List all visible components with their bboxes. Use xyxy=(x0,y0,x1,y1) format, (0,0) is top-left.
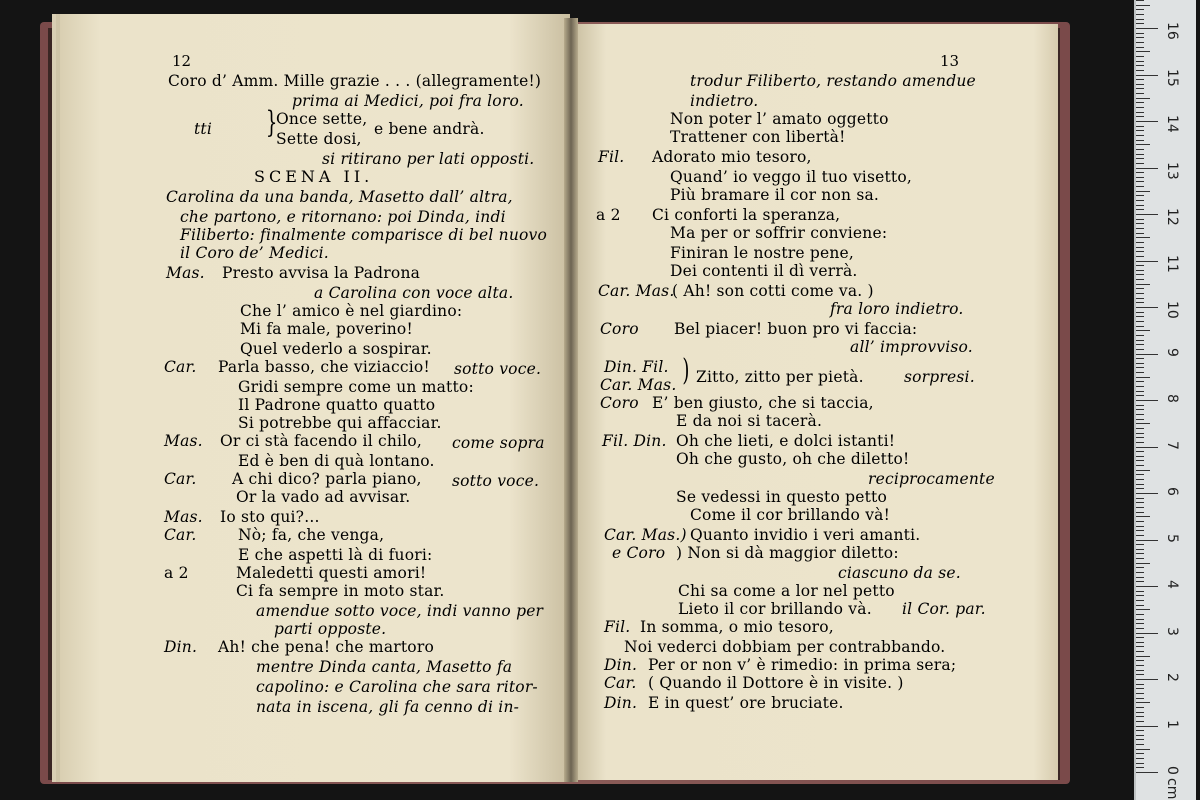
ruler-tick xyxy=(1136,0,1144,1)
ruler-tick xyxy=(1136,377,1150,378)
left-page-line: Din. xyxy=(164,638,198,656)
right-page-line: Lieto il cor brillando và. xyxy=(678,600,872,618)
left-page-line: Si potrebbe qui affacciar. xyxy=(238,414,442,432)
ruler-tick xyxy=(1136,488,1144,489)
ruler-number: 1 xyxy=(1164,719,1180,729)
ruler-tick xyxy=(1136,195,1144,196)
ruler-number: 5 xyxy=(1164,533,1180,543)
ruler-tick xyxy=(1136,293,1144,294)
ruler-tick xyxy=(1136,646,1144,647)
left-page-line: Or ci stà facendo il chilo, xyxy=(220,432,423,450)
ruler-number: 15 xyxy=(1164,68,1180,87)
ruler-number: 4 xyxy=(1164,580,1180,589)
ruler-tick xyxy=(1136,707,1144,708)
ruler-tick xyxy=(1136,465,1144,466)
ruler-tick xyxy=(1136,112,1144,113)
ruler-tick xyxy=(1136,744,1144,745)
ruler-tick xyxy=(1136,274,1144,275)
ruler-tick xyxy=(1136,549,1144,550)
ruler-tick xyxy=(1136,256,1144,257)
ruler-tick xyxy=(1136,200,1144,201)
ruler-tick xyxy=(1136,163,1144,164)
left-page-line: Once sette, xyxy=(276,110,368,128)
ruler-tick xyxy=(1136,498,1144,499)
ruler-tick xyxy=(1136,316,1144,317)
ruler-tick xyxy=(1136,767,1144,768)
right-page-line: Fil. Din. xyxy=(602,432,667,450)
right-page-line: reciprocamente xyxy=(868,470,995,488)
right-page-line: Bel piacer! buon pro vi faccia: xyxy=(674,320,918,338)
ruler-tick xyxy=(1136,251,1144,252)
left-page-line: Mas. xyxy=(164,508,203,526)
ruler-tick xyxy=(1136,619,1144,620)
ruler-tick xyxy=(1136,693,1144,694)
ruler-tick xyxy=(1136,493,1158,494)
ruler-tick xyxy=(1136,563,1150,564)
ruler-tick xyxy=(1136,247,1144,248)
ruler-tick xyxy=(1136,526,1144,527)
ruler-tick xyxy=(1136,595,1144,596)
left-page-line: Presto avvisa la Padrona xyxy=(222,264,421,282)
ruler-tick xyxy=(1136,753,1144,754)
right-page-line: Car. Mas. xyxy=(598,282,675,300)
ruler-number: 8 xyxy=(1164,394,1180,403)
ruler-tick xyxy=(1136,126,1144,127)
ruler-number: 9 xyxy=(1164,347,1180,357)
left-page-line: Carolina da una banda, Masetto dall’ altra, xyxy=(166,188,513,206)
left-page-line: Mas. xyxy=(164,432,203,450)
ruler-tick xyxy=(1136,460,1144,461)
ruler-tick xyxy=(1136,447,1158,448)
ruler-tick xyxy=(1136,61,1144,62)
ruler-tick xyxy=(1136,633,1158,634)
ruler-tick xyxy=(1136,381,1144,382)
right-page-line: Finiran le nostre pene, xyxy=(670,244,855,262)
right-page-line: Fil. xyxy=(598,148,625,166)
ruler-tick xyxy=(1136,470,1150,471)
right-page-line: Coro xyxy=(600,320,639,338)
left-page-line: Maledetti questi amori! xyxy=(236,564,427,582)
ruler-tick xyxy=(1136,763,1144,764)
right-page-line: Adorato mio tesoro, xyxy=(652,148,812,166)
right-page-line: Quand’ io veggo il tuo visetto, xyxy=(670,168,913,186)
ruler-tick xyxy=(1136,702,1150,703)
ruler-tick xyxy=(1136,530,1144,531)
ruler-tick xyxy=(1136,405,1144,406)
ruler-tick xyxy=(1136,330,1150,331)
ruler-tick xyxy=(1136,42,1144,43)
ruler-tick xyxy=(1136,758,1144,759)
right-page-line: fra loro indietro. xyxy=(830,300,964,318)
ruler-tick xyxy=(1136,642,1144,643)
ruler-tick xyxy=(1136,326,1144,327)
ruler-tick xyxy=(1136,140,1144,141)
ruler-tick xyxy=(1136,367,1144,368)
ruler-tick xyxy=(1136,609,1150,610)
left-page-line: sotto voce. xyxy=(452,472,540,490)
ruler-tick xyxy=(1136,437,1144,438)
ruler-tick xyxy=(1136,363,1144,364)
ruler-tick xyxy=(1136,107,1144,108)
ruler-tick xyxy=(1136,302,1144,303)
left-page-line: Sette dosi, xyxy=(276,130,362,148)
ruler-tick xyxy=(1136,730,1144,731)
ruler-tick xyxy=(1136,191,1150,192)
ruler-tick xyxy=(1136,637,1144,638)
ruler-tick xyxy=(1136,739,1144,740)
left-page-line: SCENA II. xyxy=(254,167,374,186)
ruler-tick xyxy=(1136,9,1144,10)
right-page-number: 13 xyxy=(940,52,960,70)
left-page-line: mentre Dinda canta, Masetto fa xyxy=(256,658,513,676)
ruler-tick xyxy=(1136,507,1144,508)
ruler-tick xyxy=(1136,214,1158,215)
right-page-line: trodur Filiberto, restando amendue xyxy=(690,72,976,90)
right-page-line: Coro xyxy=(600,394,639,412)
right-page-line: ( Ah! son cotti come va. ) xyxy=(672,282,874,300)
right-page-line: Fil. xyxy=(604,618,631,636)
ruler-tick xyxy=(1136,102,1144,103)
right-page-line: ) Non si dà maggior diletto: xyxy=(676,544,899,562)
left-page-line: amendue sotto voce, indi vanno per xyxy=(256,602,544,620)
ruler-tick xyxy=(1136,502,1144,503)
ruler-tick xyxy=(1136,521,1144,522)
ruler-tick xyxy=(1136,265,1144,266)
ruler-tick xyxy=(1136,614,1144,615)
right-page-line: Noi vederci dobbiam per contrabbando. xyxy=(624,638,946,656)
left-page-line: Io sto qui?... xyxy=(220,508,320,526)
ruler-tick xyxy=(1136,712,1144,713)
ruler-tick xyxy=(1136,84,1144,85)
left-page-line: capolino: e Carolina che sara ritor- xyxy=(256,678,538,696)
ruler-tick xyxy=(1136,5,1150,6)
left-page-line: Filiberto: finalmente comparisce di bel nuovo xyxy=(180,226,548,244)
left-page-line: Mi fa male, poverino! xyxy=(240,320,413,338)
ruler-tick xyxy=(1136,65,1144,66)
ruler-tick xyxy=(1136,23,1144,24)
left-page-line: Car. xyxy=(164,358,197,376)
right-page-line: Din. xyxy=(604,694,638,712)
right-page-line: e Coro xyxy=(612,544,666,562)
right-page-line: Din. xyxy=(604,656,638,674)
ruler-tick xyxy=(1136,354,1158,355)
ruler-tick xyxy=(1136,135,1144,136)
ruler-tick xyxy=(1136,442,1144,443)
ruler-tick xyxy=(1136,144,1150,145)
left-page-line: Nò; fa, che venga, xyxy=(238,526,385,544)
ruler-tick xyxy=(1136,219,1144,220)
ruler-tick xyxy=(1136,205,1144,206)
left-page-line: il Coro de’ Medici. xyxy=(180,244,329,262)
right-page-line: ciascuno da se. xyxy=(838,564,961,582)
ruler-tick xyxy=(1136,288,1144,289)
ruler-tick xyxy=(1136,516,1150,517)
right-page-line: Come il cor brillando và! xyxy=(690,506,891,524)
ruler-tick xyxy=(1136,400,1158,401)
ruler-tick xyxy=(1136,670,1144,671)
ruler-tick xyxy=(1136,535,1144,536)
left-page-line: a Carolina con voce alta. xyxy=(314,284,514,302)
ruler-tick xyxy=(1136,586,1158,587)
ruler-tick xyxy=(1136,698,1144,699)
ruler-tick xyxy=(1136,623,1144,624)
ruler-tick xyxy=(1136,716,1144,717)
ruler-tick xyxy=(1136,656,1150,657)
right-page-line: Quanto invidio i veri amanti. xyxy=(690,526,921,544)
ruler-tick xyxy=(1136,28,1158,29)
right-page-line: Per or non v’ è rimedio: in prima sera; xyxy=(648,656,957,674)
right-page-line: Non poter l’ amato oggetto xyxy=(670,110,889,128)
ruler-tick xyxy=(1136,628,1144,629)
right-page-line: ( Quando il Dottore è in visite. ) xyxy=(648,674,904,692)
right-page-line: Oh che gusto, oh che diletto! xyxy=(676,450,910,468)
ruler-tick xyxy=(1136,688,1144,689)
ruler-number: 2 xyxy=(1164,673,1180,682)
ruler-tick xyxy=(1136,735,1144,736)
ruler-tick xyxy=(1136,540,1158,541)
ruler-tick xyxy=(1136,577,1144,578)
ruler-tick xyxy=(1136,591,1144,592)
ruler-tick xyxy=(1136,56,1144,57)
ruler-tick xyxy=(1136,33,1144,34)
ruler-tick xyxy=(1136,456,1144,457)
ruler-tick xyxy=(1136,605,1144,606)
ruler-number: 10 xyxy=(1164,301,1180,319)
ruler-tick xyxy=(1136,298,1144,299)
left-page-line: prima ai Medici, poi fra loro. xyxy=(292,92,524,110)
ruler-unit-label: cm xyxy=(1164,778,1180,800)
left-page-line: si ritirano per lati opposti. xyxy=(322,150,535,168)
ruler-tick xyxy=(1136,772,1158,773)
ruler-tick xyxy=(1136,19,1144,20)
ruler-tick xyxy=(1136,335,1144,336)
ruler-tick xyxy=(1136,154,1144,155)
left-page-line: Coro d’ Amm. Mille grazie . . . (allegramente!) xyxy=(168,72,542,90)
ruler-tick xyxy=(1136,209,1144,210)
ruler-tick xyxy=(1136,279,1144,280)
right-page-line: Chi sa come a lor nel petto xyxy=(678,582,895,600)
right-page-line: Car. xyxy=(604,674,637,692)
left-page-line: Ah! che pena! che martoro xyxy=(218,638,434,656)
ruler-number: 3 xyxy=(1164,626,1180,636)
ruler-tick xyxy=(1136,484,1144,485)
left-page-line: Quel vederlo a sospirar. xyxy=(240,340,432,358)
right-page-line: E da noi si tacerà. xyxy=(676,412,823,430)
right-page-line: sorpresi. xyxy=(904,368,975,386)
ruler-tick xyxy=(1136,572,1144,573)
ruler-tick xyxy=(1136,512,1144,513)
ruler-tick xyxy=(1136,47,1144,48)
ruler-tick xyxy=(1136,70,1144,71)
ruler-tick xyxy=(1136,349,1144,350)
right-page-line: Ci conforti la speranza, xyxy=(652,206,841,224)
ruler-tick xyxy=(1136,237,1150,238)
ruler-tick xyxy=(1136,307,1158,308)
right-page-line: E’ ben giusto, che si taccia, xyxy=(652,394,874,412)
ruler-number: 0 xyxy=(1164,766,1180,775)
left-page-line: Car. xyxy=(164,470,197,488)
left-page-line: Car. xyxy=(164,526,197,544)
left-page-line: A chi dico? parla piano, xyxy=(232,470,422,488)
ruler-tick xyxy=(1136,130,1144,131)
ruler-tick xyxy=(1136,340,1144,341)
ruler-tick xyxy=(1136,186,1144,187)
right-page-line: Se vedessi in questo petto xyxy=(676,488,888,506)
ruler-tick xyxy=(1136,474,1144,475)
ruler-tick xyxy=(1136,567,1144,568)
ruler-tick xyxy=(1136,749,1150,750)
left-page-line: E che aspetti là di fuori: xyxy=(238,546,433,564)
ruler-tick xyxy=(1136,660,1144,661)
ruler-number: 13 xyxy=(1164,161,1180,180)
right-page-line: Oh che lieti, e dolci istanti! xyxy=(676,432,896,450)
right-page-line: Trattener con libertà! xyxy=(670,128,846,146)
ruler-tick xyxy=(1136,121,1158,122)
ruler-tick xyxy=(1136,14,1144,15)
ruler-tick xyxy=(1136,479,1144,480)
ruler-tick xyxy=(1136,428,1144,429)
ruler-tick xyxy=(1136,79,1144,80)
ruler-tick xyxy=(1136,181,1144,182)
right-page-line: Zitto, zitto per pietà. xyxy=(696,368,864,386)
ruler-tick xyxy=(1136,395,1144,396)
ruler-tick xyxy=(1136,553,1144,554)
ruler-tick xyxy=(1136,75,1158,76)
ruler-tick xyxy=(1136,358,1144,359)
ruler-tick xyxy=(1136,386,1144,387)
left-page-line: nata in iscena, gli fa cenno di in- xyxy=(256,698,520,716)
ruler-tick xyxy=(1136,679,1158,680)
ruler-number: 6 xyxy=(1164,487,1180,496)
left-page-line: Ed è ben di quà lontano. xyxy=(238,452,435,470)
ruler-tick xyxy=(1136,600,1144,601)
brace-symbol: } xyxy=(265,105,278,140)
right-page-line: Più bramare il cor non sa. xyxy=(670,186,880,204)
right-page-line: Din. Fil. xyxy=(604,358,669,376)
left-page-line: sotto voce. xyxy=(454,360,542,378)
brace-symbol: ) xyxy=(682,353,690,388)
ruler-tick xyxy=(1136,419,1144,420)
ruler-tick xyxy=(1136,451,1144,452)
left-page-line: Mas. xyxy=(166,264,205,282)
ruler-tick xyxy=(1136,223,1144,224)
ruler-number: 16 xyxy=(1164,22,1180,40)
right-page-line: Dei contenti il dì verrà. xyxy=(670,262,858,280)
ruler-tick xyxy=(1136,284,1150,285)
right-page-line: Ma per or soffrir conviene: xyxy=(670,224,888,242)
right-page-line: Car. Mas.) xyxy=(604,526,687,544)
left-page-line: e bene andrà. xyxy=(374,120,485,138)
ruler-tick xyxy=(1136,544,1144,545)
ruler-number: 11 xyxy=(1164,254,1180,273)
ruler-tick xyxy=(1136,98,1150,99)
left-page-line: parti opposte. xyxy=(274,620,387,638)
ruler-tick xyxy=(1136,665,1144,666)
left-page-number: 12 xyxy=(172,52,192,70)
measurement-ruler xyxy=(1134,0,1196,800)
left-page-line: tti xyxy=(194,120,213,138)
left-page-line: Parla basso, che viziaccio! xyxy=(218,358,430,376)
ruler-tick xyxy=(1136,233,1144,234)
left-page-line: Ci fa sempre in moto star. xyxy=(236,582,445,600)
right-page-line: all’ improvviso. xyxy=(850,338,973,356)
ruler-tick xyxy=(1136,344,1144,345)
ruler-tick xyxy=(1136,414,1144,415)
left-page-line: Or la vado ad avvisar. xyxy=(236,488,411,506)
left-page-line: come sopra xyxy=(452,434,545,452)
book-gutter xyxy=(564,18,578,782)
ruler-tick xyxy=(1136,172,1144,173)
ruler-tick xyxy=(1136,651,1144,652)
ruler-tick xyxy=(1136,312,1144,313)
ruler-tick xyxy=(1136,242,1144,243)
ruler-tick xyxy=(1136,674,1144,675)
ruler-tick xyxy=(1136,116,1144,117)
ruler-tick xyxy=(1136,149,1144,150)
ruler-tick xyxy=(1136,558,1144,559)
ruler-tick xyxy=(1136,228,1144,229)
ruler-tick xyxy=(1136,158,1144,159)
ruler-tick xyxy=(1136,321,1144,322)
ruler-tick xyxy=(1136,581,1144,582)
ruler-number: 14 xyxy=(1164,115,1180,133)
right-page-line: E in quest’ ore bruciate. xyxy=(648,694,844,712)
ruler-tick xyxy=(1136,423,1150,424)
right-page-line: Car. Mas. xyxy=(600,376,677,394)
left-page-line: Il Padrone quatto quatto xyxy=(238,396,436,414)
ruler-tick xyxy=(1136,177,1144,178)
ruler-tick xyxy=(1136,270,1144,271)
ruler-tick xyxy=(1136,261,1158,262)
ruler-tick xyxy=(1136,168,1158,169)
ruler-tick xyxy=(1136,726,1158,727)
ruler-number: 12 xyxy=(1164,208,1180,226)
ruler-tick xyxy=(1136,372,1144,373)
ruler-tick xyxy=(1136,88,1144,89)
left-page-line: Che l’ amico è nel giardino: xyxy=(240,302,463,320)
ruler-tick xyxy=(1136,409,1144,410)
ruler-tick xyxy=(1136,37,1144,38)
ruler-tick xyxy=(1136,93,1144,94)
left-page-line: Gridi sempre come un matto: xyxy=(238,378,474,396)
right-page-line: In somma, o mio tesoro, xyxy=(640,618,834,636)
ruler-tick xyxy=(1136,51,1150,52)
right-page-line: indietro. xyxy=(690,92,759,110)
ruler-tick xyxy=(1136,391,1144,392)
ruler-tick xyxy=(1136,721,1144,722)
left-page-line: a 2 xyxy=(164,564,189,582)
ruler-number: 7 xyxy=(1164,440,1180,450)
ruler-tick xyxy=(1136,433,1144,434)
left-page-line: che partono, e ritornano: poi Dinda, indi xyxy=(180,208,506,226)
right-page-line: a 2 xyxy=(596,206,621,224)
right-page-line: il Cor. par. xyxy=(902,600,986,618)
ruler-tick xyxy=(1136,684,1144,685)
